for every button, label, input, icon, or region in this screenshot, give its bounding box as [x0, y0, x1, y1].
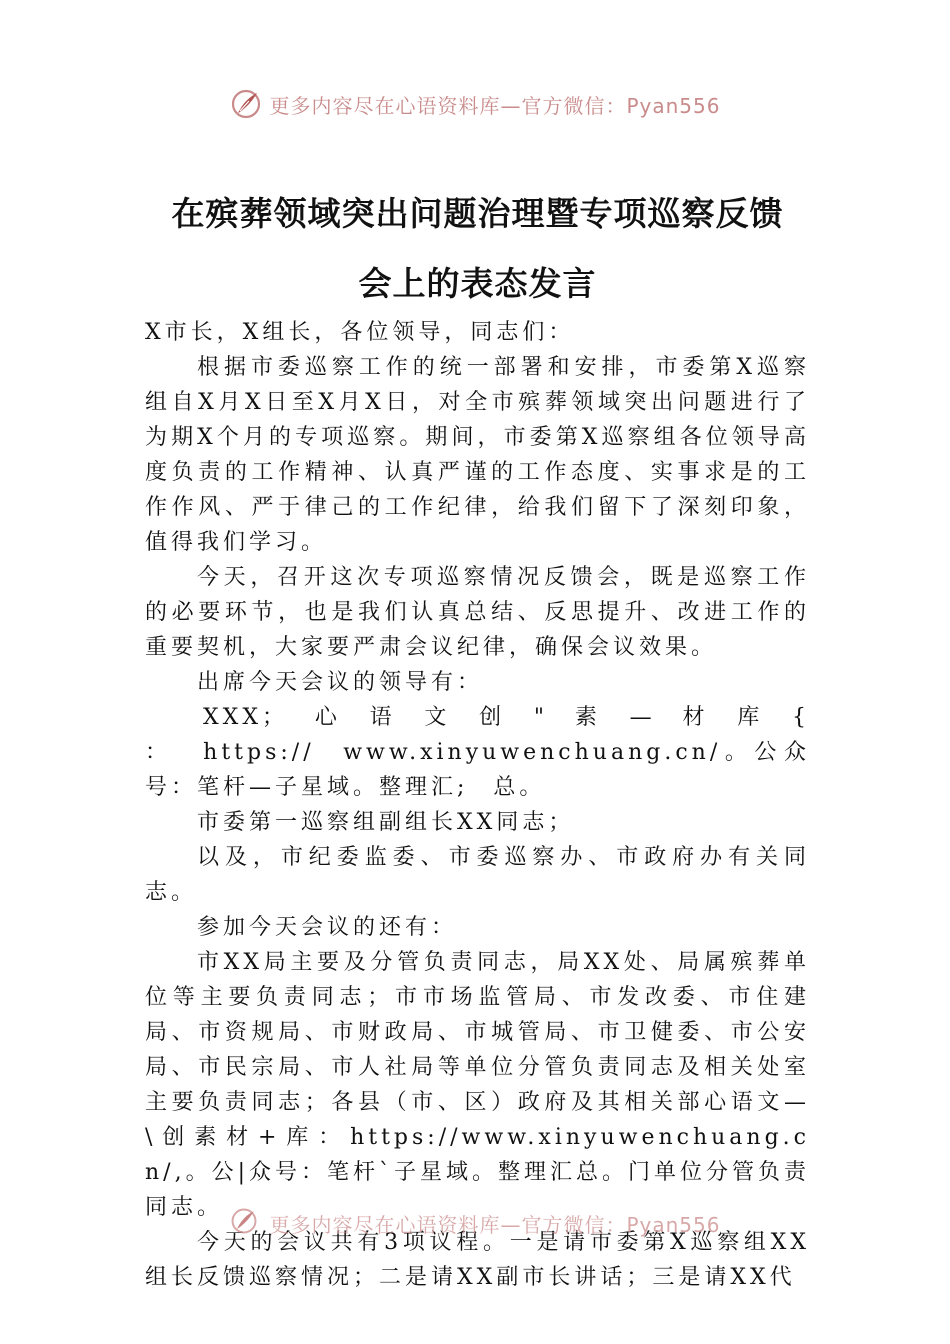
feather-logo-icon	[229, 87, 263, 121]
paragraph-leaders: XXX； 心 语 文 创 " 素 — 材 库 { ： https:// www.xinyuwenchuang.cn/。公众号：笔杆—子星域。整理汇; 总。	[145, 705, 810, 800]
paragraph-agenda: 今天的会议共有3项议程。一是请市委第X巡察组XX组长反馈巡察情况；二是请XX副市长讲话；三是请XX代	[145, 1230, 810, 1290]
paragraph: 市委第一巡察组副组长XX同志；	[197, 810, 575, 835]
footer-watermark	[0, 1206, 950, 1240]
paragraph: 以及，市纪委监委、市委巡察办、市政府办有关同志。	[145, 845, 810, 905]
watermark-text: 更多内容尽在心语资料库—官方微信：Pyan556	[269, 93, 721, 118]
paragraph: 出席今天会议的领导有：	[197, 670, 484, 695]
watermark-text: 更多内容尽在心语资料库—官方微信：Pyan556	[269, 1212, 721, 1237]
paragraph: 根据市委巡察工作的统一部署和安排，市委第X巡察组自X月X日至X月X日，对全市殡葬领域突出问题进行了为期X个月的专项巡察。期间，市委第X巡察组各位领导高度负责的工作精神、认真严谨的工作态度、实事求是的工作作风、严于律己的工作纪律，给我们留下了深刻印象，值得我们学习。	[145, 355, 810, 555]
paragraph-attendees: 市XX局主要及分管负责同志，局XX处、局属殡葬单位等主要负责同志；市市场监管局、市发改委、市住建局、市资规局、市财政局、市城管局、市卫健委、市公安局、市民宗局、市人社局等单位分管负责同志及相关处室主要负责同志；各县（市、区）政府及其相关部心语文—\创素材+库：https://www.xinyuwenchuang.cn/,。公|众号：笔杆`子星域。整理汇总。门单位分管负责同志。	[145, 950, 810, 1220]
header-watermark	[0, 84, 950, 124]
document-title-line-1: 在殡葬领域突出问题治理暨专项巡察反馈	[171, 194, 784, 233]
salutation: X市长，X组长，各位领导，同志们：	[145, 320, 575, 345]
paragraph: 今天，召开这次专项巡察情况反馈会，既是巡察工作的必要环节，也是我们认真总结、反思提升、改进工作的重要契机，大家要严肃会议纪律，确保会议效果。	[145, 565, 810, 660]
document-title-line-2: 会上的表态发言	[358, 264, 597, 303]
paragraph: 参加今天会议的还有：	[197, 915, 458, 940]
feather-logo-icon	[229, 1206, 263, 1240]
